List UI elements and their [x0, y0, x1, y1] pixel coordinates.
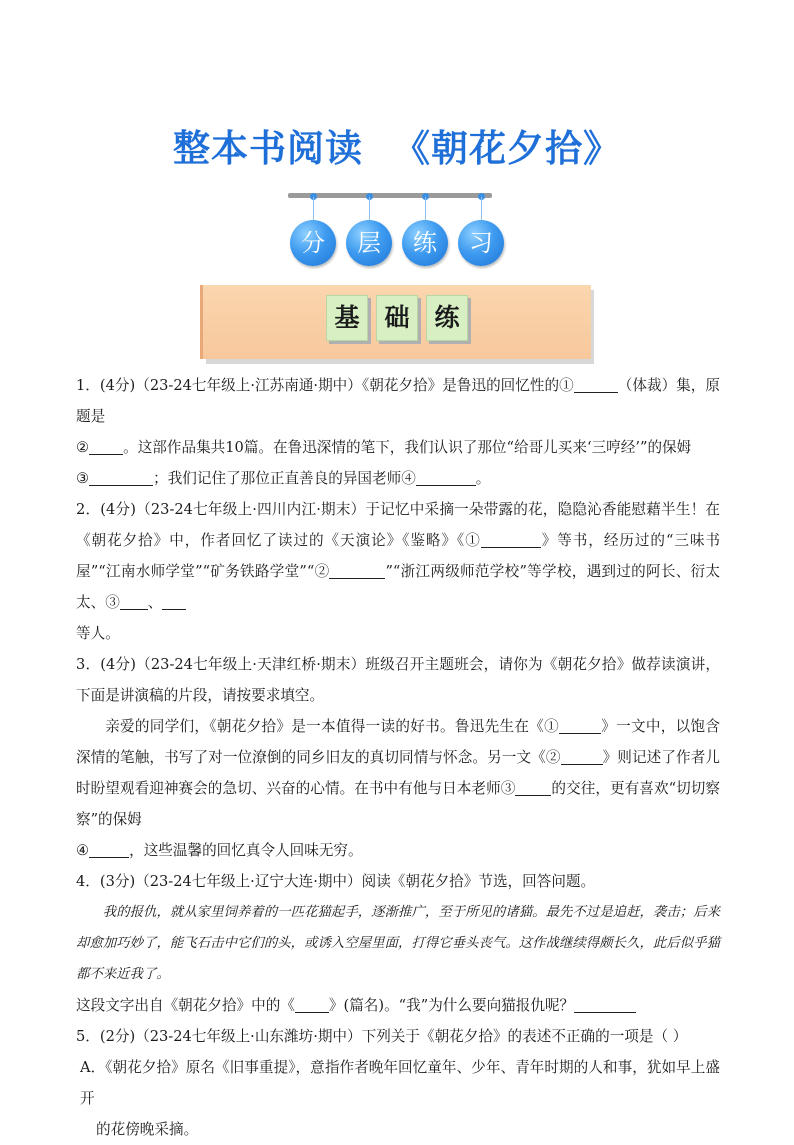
- hanger-string: [369, 197, 370, 221]
- question-3-passage: [76, 711, 720, 866]
- answer-blank[interactable]: [89, 841, 129, 858]
- question-text: 》(篇名)。“我”为什么要向猫报仇呢？: [328, 997, 575, 1014]
- answer-blank[interactable]: [89, 438, 123, 455]
- question-text: 4．(3分)（23-24七年级上·辽宁大连·期中）阅读《朝花夕拾》节选，回答问题。: [76, 873, 596, 890]
- question-text: ，这些温馨的回忆真令人回味无穷。: [129, 842, 363, 859]
- hanger-string: [425, 197, 426, 221]
- banner-tile: 础: [376, 295, 418, 341]
- answer-blank[interactable]: [574, 376, 618, 393]
- banner-tile: 基: [326, 295, 368, 341]
- question-text: ②: [76, 439, 90, 456]
- question-1: [76, 370, 720, 494]
- question-text: 3．(4分)（23-24七年级上·天津红桥·期末）班级召开主题班会，请你为《朝花夕拾》做荐读演讲，下面是讲演稿的片段，请按要求填空。: [76, 656, 720, 704]
- answer-blank[interactable]: [481, 531, 541, 548]
- page-title: [0, 118, 794, 172]
- question-text: 》等书，经历过的“三味书屋”“江南水师学堂”“矿务铁路学堂”“②: [76, 532, 720, 580]
- option-text: A．《朝花夕拾》原名《旧事重提》，意指作者晚年回忆童年、少年、青年时期的人和事，犹如早上盛开: [80, 1059, 720, 1107]
- option-a[interactable]: [76, 1052, 720, 1114]
- option-a-continued: [76, 1114, 720, 1145]
- answer-blank[interactable]: [561, 748, 603, 765]
- question-text: 。这部作品集共10篇。在鲁迅深情的笔下，我们认识了那位“给哥儿买来‘三哼经’”的保姆: [123, 439, 692, 456]
- question-text: ；我们记住了那位正直善良的异国老师④: [153, 470, 416, 487]
- excerpt-passage: 我的报仇，就从家里饲养着的一匹花猫起手，逐渐推广，至于所见的诸猫。最先不过是追赶，袭击；后来却愈加巧妙了，能飞石击中它们的头，或诱入空屋里面，打得它垂头丧气。这作战继续得颇长久，此后似乎猫都不来近我了。: [76, 905, 720, 982]
- section-ball-4: 习: [458, 220, 504, 266]
- answer-blank[interactable]: [295, 996, 329, 1013]
- question-text: 1．(4分)（23-24七年级上·江苏南通·期中）《朝花夕拾》是鲁迅的回忆性的①: [76, 377, 574, 394]
- question-text: 2．(4分)（23-24七年级上·四川内江·期末）于记忆中采摘一朵带露的花，隐隐沁香能慰藉半生！在《朝花夕拾》中，作者回忆了读过的《天演论》《鉴略》《①: [76, 501, 720, 549]
- question-4-prompt: [76, 990, 720, 1021]
- question-text: 等人。: [76, 625, 120, 642]
- question-5: [76, 1021, 720, 1052]
- section-banner: [200, 285, 591, 359]
- title-part2: 《朝花夕拾》: [393, 127, 621, 170]
- answer-blank[interactable]: [574, 996, 636, 1013]
- hanger-rail: [288, 193, 492, 198]
- question-text: （体裁）集，原题是: [76, 377, 720, 425]
- question-text: 的交往，更有喜欢“切切察察”的保姆: [76, 780, 720, 828]
- answer-blank[interactable]: [416, 469, 476, 486]
- answer-blank[interactable]: [559, 717, 601, 734]
- answer-blank[interactable]: [515, 779, 551, 796]
- title-part1: 整本书阅读: [173, 127, 363, 170]
- section-ball-3: 练: [402, 220, 448, 266]
- question-text: 》则记述了作者儿时盼望观看迎神赛会的急切、兴奋的心情。在书中有他与日本老师③: [76, 749, 720, 797]
- answer-blank[interactable]: [89, 469, 153, 486]
- question-text: ”“浙江两级师范学校”等学校，遇到过的阿长、衍太太、③: [76, 563, 720, 611]
- hanger-string: [481, 197, 482, 221]
- question-text: ④: [76, 842, 90, 859]
- question-4: [76, 866, 720, 897]
- section-ball-1: 分: [290, 220, 336, 266]
- option-text: 的花傍晚采摘。: [96, 1121, 199, 1138]
- banner-tile: 练: [426, 295, 468, 341]
- question-list: [76, 370, 720, 1145]
- question-text: 。: [475, 470, 491, 487]
- question-text: 、: [147, 594, 163, 611]
- answer-blank[interactable]: [120, 593, 148, 610]
- answer-blank[interactable]: [162, 593, 186, 610]
- question-text: 这段文字出自《朝花夕拾》中的《: [76, 997, 295, 1014]
- question-text: 5．(2分)（23-24七年级上·山东潍坊·期中）下列关于《朝花夕拾》的表述不正确的一项是（ ）: [76, 1028, 688, 1045]
- section-ball-2: 层: [346, 220, 392, 266]
- hanger-string: [313, 197, 314, 221]
- question-2: [76, 494, 720, 649]
- answer-blank[interactable]: [329, 562, 385, 579]
- question-3: [76, 649, 720, 711]
- question-text: ③: [76, 470, 90, 487]
- question-text: 亲爱的同学们，《朝花夕拾》是一本值得一读的好书。鲁迅先生在《①: [105, 718, 559, 735]
- question-text: 》一文中，以饱含深情的笔触，书写了对一位潦倒的同乡旧友的真切同情与怀念。另一文《②: [76, 718, 720, 766]
